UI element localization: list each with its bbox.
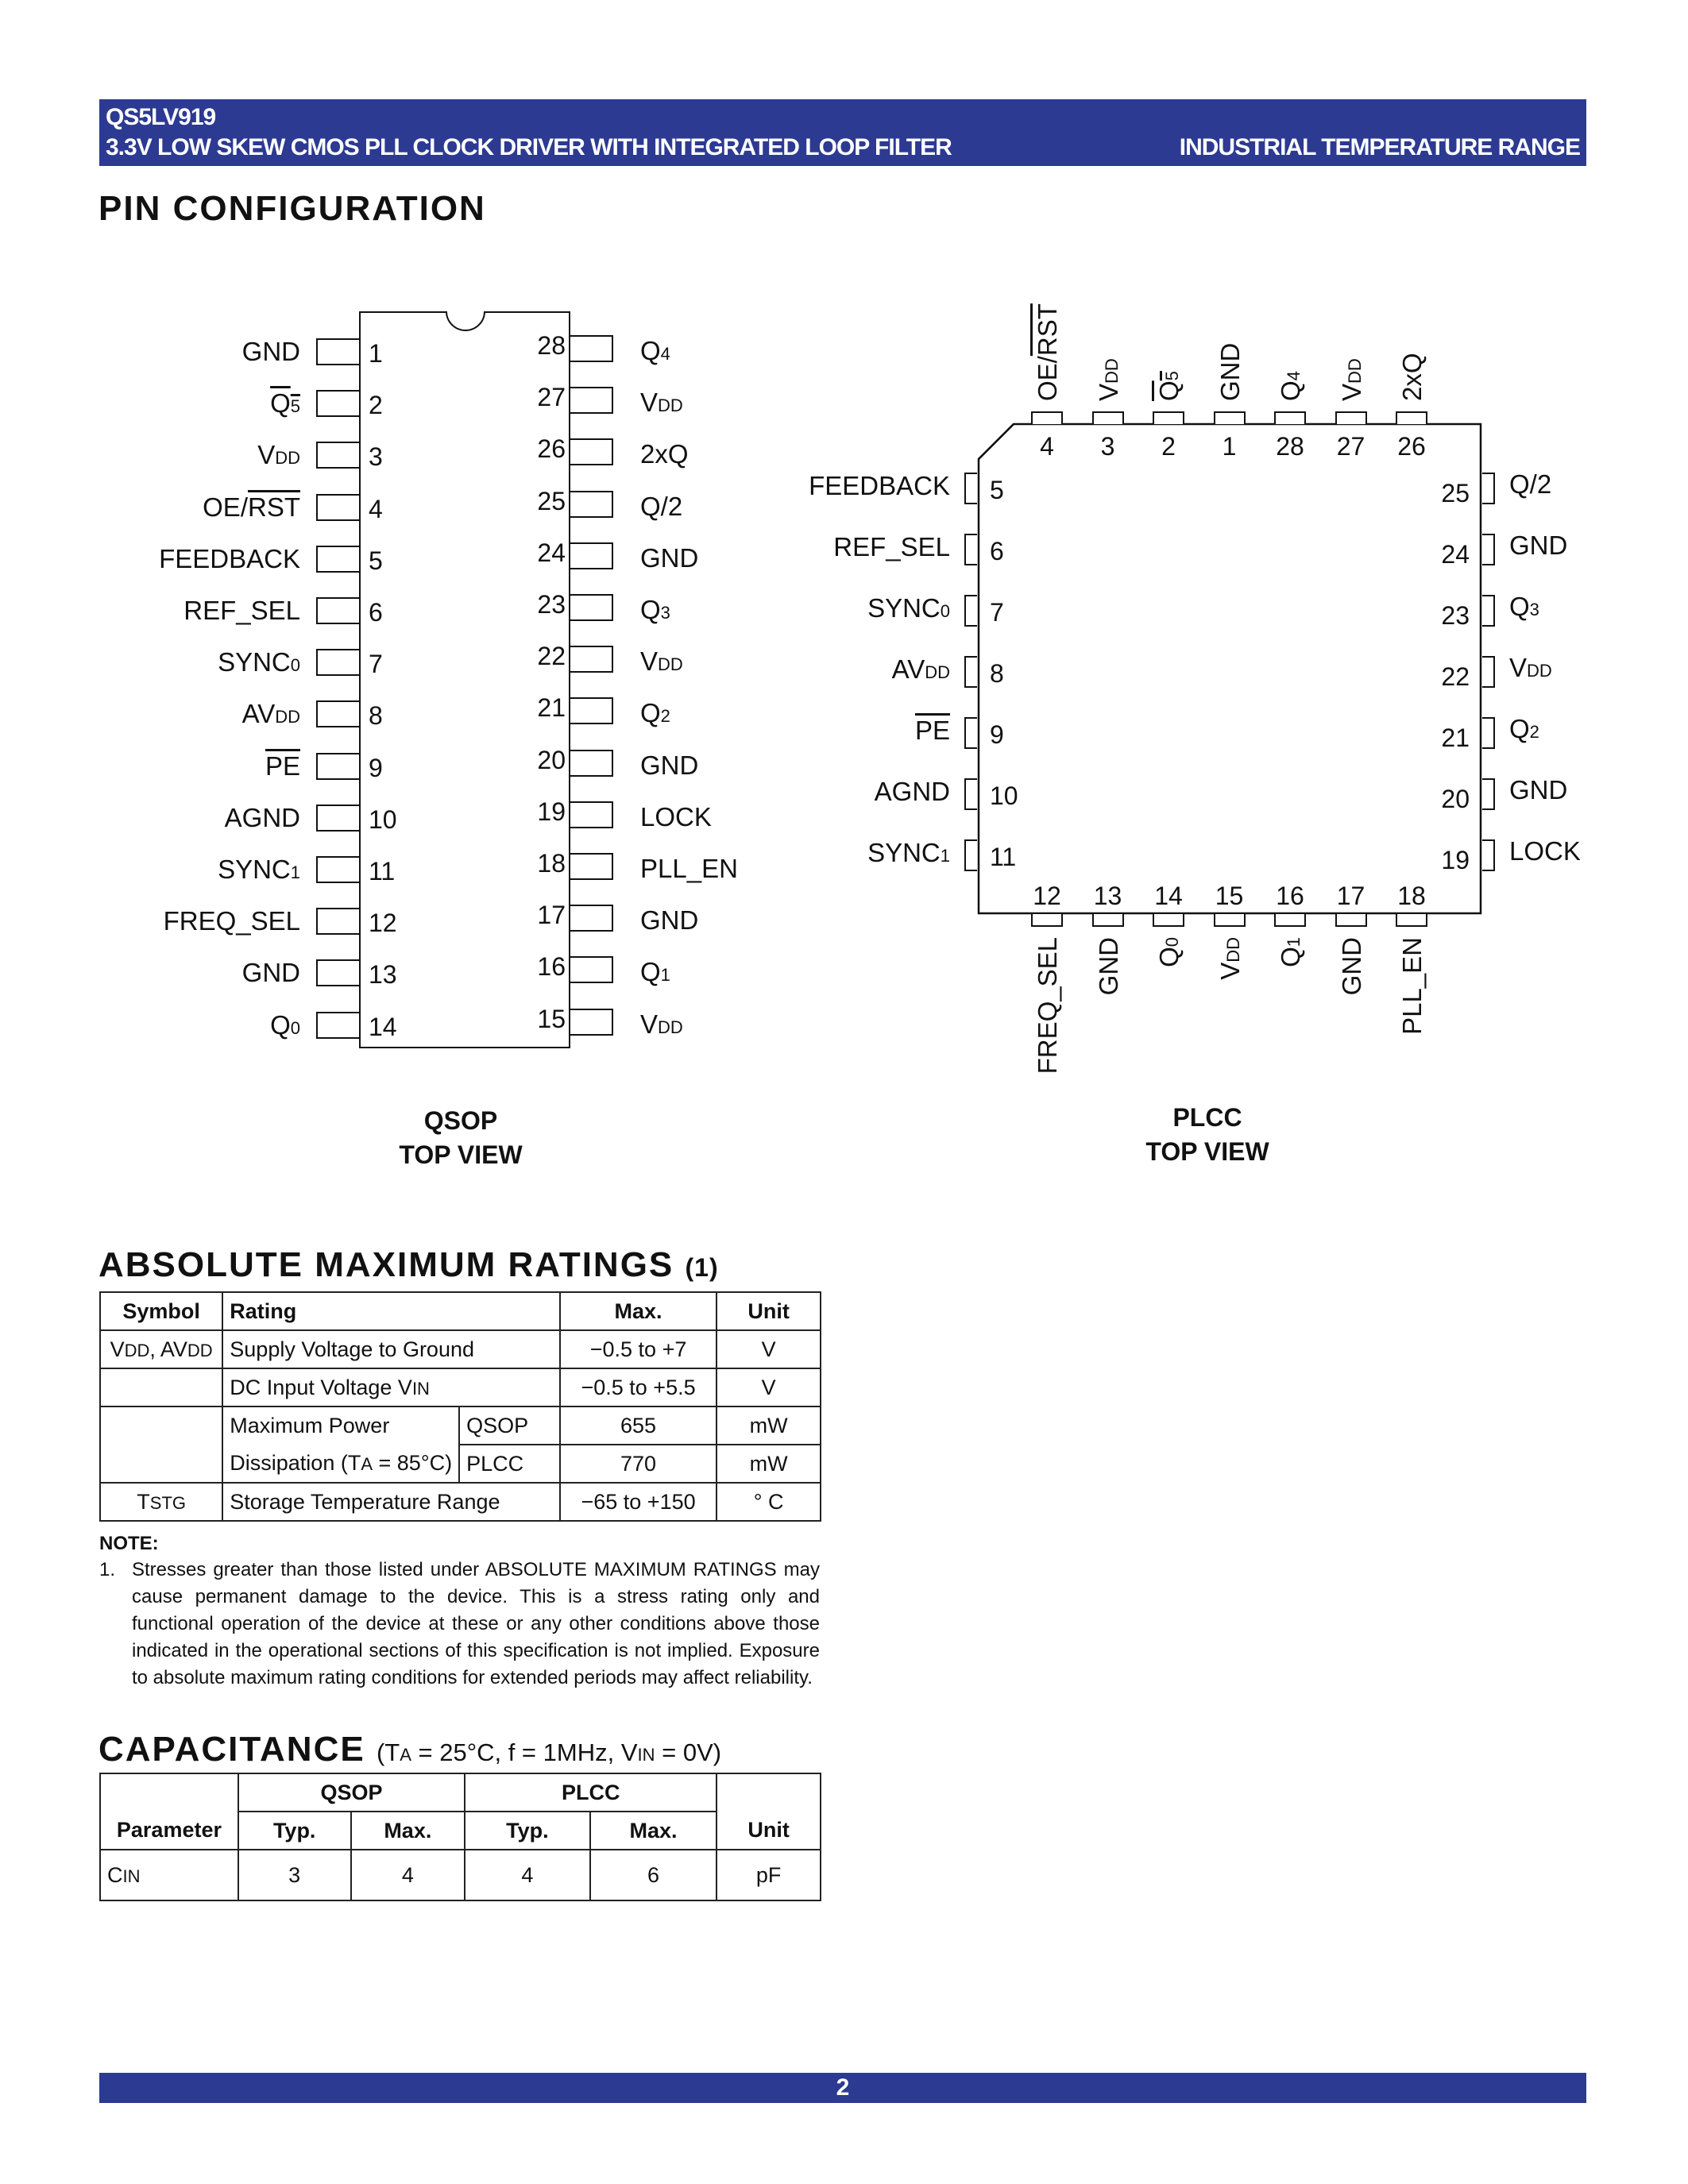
plcc-pin-number: 16 [1276, 882, 1304, 910]
table-row [100, 1483, 821, 1521]
plcc-pin-label: 2xQ [1397, 353, 1427, 401]
plcc-pin-label: LOCK [1509, 836, 1581, 866]
qsop-pin-lead [316, 442, 359, 469]
plcc-pin-label: PLL_EN [1397, 937, 1427, 1035]
plcc-pin-lead [1031, 914, 1063, 927]
col-rating: Rating [222, 1292, 560, 1330]
plcc-pin-lead [964, 534, 977, 565]
qsop-pin-number: 4 [369, 494, 383, 523]
col-qsop-typ: Typ. [238, 1812, 351, 1850]
cell-unit: V [717, 1368, 821, 1406]
qsop-pin-label: REF_SEL [183, 596, 300, 625]
qsop-pin-number: 14 [369, 1012, 397, 1041]
table-row [100, 1368, 821, 1406]
qsop-pin-lead [316, 546, 359, 573]
col-qsop-max: Max. [351, 1812, 465, 1850]
qsop-pin-lead [570, 956, 613, 983]
qsop-pin-label: GND [640, 750, 699, 780]
note-number: 1. [99, 1559, 116, 1580]
plcc-pin-lead [1335, 914, 1367, 927]
qsop-pin-lead [570, 335, 613, 362]
header-subtitle: 3.3V LOW SKEW CMOS PLL CLOCK DRIVER WITH INTEGRATED LOOP FILTER [106, 134, 952, 160]
page-number: 2 [836, 2074, 850, 2101]
qsop-pin-number: 23 [537, 590, 566, 619]
plcc-pin-lead [1214, 411, 1246, 424]
plcc-pin-number: 17 [1336, 882, 1365, 910]
plcc-pin-number: 28 [1276, 432, 1304, 461]
plcc-pin-lead [964, 717, 977, 749]
cell-max: 770 [560, 1445, 717, 1483]
cell-unit: V [717, 1330, 821, 1368]
qsop-pin-label: AGND [224, 802, 300, 832]
qsop-pin-lead [316, 338, 359, 365]
plcc-pin-number: 13 [1093, 882, 1122, 910]
header-bar [99, 99, 1586, 166]
qsop-pin-lead [316, 700, 359, 727]
abs-max-table [99, 1291, 821, 1522]
plcc-pin-label: GND [1509, 775, 1568, 805]
col-unit: Unit [717, 1812, 821, 1850]
qsop-pin-lead [570, 853, 613, 880]
table-header-row [100, 1292, 821, 1330]
cell-unit: ° C [717, 1483, 821, 1521]
qsop-pin-number: 10 [369, 805, 397, 834]
table-row [100, 1406, 821, 1445]
plcc-pin-label: GND [1093, 937, 1123, 996]
qsop-pin-label: Q2 [640, 698, 670, 728]
cell-max: 655 [560, 1406, 717, 1445]
qsop-pin-label: VDD [640, 646, 683, 677]
qsop-caption: QSOP TOP VIEW [399, 1106, 523, 1170]
plcc-pin-lead [1031, 411, 1063, 424]
qsop-pin-number: 17 [537, 901, 566, 930]
cell-qsop-max: 4 [351, 1850, 465, 1900]
qsop-pin-label: GND [241, 337, 300, 366]
plcc-pin-number: 6 [990, 537, 1004, 565]
qsop-pin-label: GND [241, 958, 300, 988]
qsop-pin-number: 6 [369, 598, 383, 627]
cell-unit: pF [717, 1850, 821, 1900]
plcc-pin-number: 25 [1441, 479, 1470, 507]
plcc-pin-lead [1274, 411, 1306, 424]
part-number: QS5LV919 [106, 104, 216, 130]
plcc-pin-label: Q5 [1154, 371, 1184, 401]
note-title: NOTE: [99, 1533, 159, 1554]
col-symbol: Symbol [100, 1292, 222, 1330]
cell-blank [100, 1773, 238, 1812]
qsop-pin-number: 7 [369, 650, 383, 679]
qsop-pin-number: 16 [537, 952, 566, 982]
qsop-pin-number: 8 [369, 701, 383, 731]
col-max: Max. [560, 1292, 717, 1330]
plcc-pin-number: 10 [990, 781, 1018, 810]
qsop-pin-lead [570, 750, 613, 777]
plcc-pin-label: Q0 [1154, 937, 1184, 967]
qsop-pin-number: 15 [537, 1004, 566, 1033]
plcc-pin-number: 24 [1441, 540, 1470, 569]
qsop-pin-number: 18 [537, 849, 566, 878]
qsop-pin-lead [570, 387, 613, 414]
cell-package: PLCC [459, 1445, 560, 1483]
plcc-pin-lead [964, 839, 977, 871]
qsop-pin-lead [316, 908, 359, 935]
qsop-pin-label: Q/2 [640, 491, 683, 521]
qsop-pin-lead [316, 856, 359, 883]
cell-symbol [100, 1406, 222, 1483]
qsop-pin-number: 19 [537, 797, 566, 826]
qsop-pin-number: 21 [537, 693, 566, 723]
plcc-pin-label: Q2 [1509, 714, 1539, 743]
qsop-pin-lead [570, 697, 613, 724]
capacitance-conditions: (TA = 25°C, f = 1MHz, VIN = 0V) [376, 1738, 722, 1766]
plcc-pin-number: 1 [1222, 432, 1237, 461]
qsop-pin-number: 9 [369, 753, 383, 782]
qsop-pin-lead [570, 905, 613, 932]
cell-unit: mW [717, 1406, 821, 1445]
plcc-pin-number: 3 [1100, 432, 1115, 461]
qsop-pin-label: Q4 [640, 336, 670, 365]
qsop-pin-label: VDD [640, 1009, 683, 1039]
plcc-pin-lead [964, 656, 977, 688]
plcc-pin-number: 27 [1336, 432, 1365, 461]
qsop-pin-number: 22 [537, 642, 566, 671]
qsop-pin-lead [316, 1012, 359, 1039]
col-plcc-typ: Typ. [465, 1812, 590, 1850]
qsop-pin-lead [570, 801, 613, 828]
plcc-pin-label: Q4 [1276, 371, 1305, 401]
qsop-pin-lead [316, 494, 359, 521]
cell-rating: DC Input Voltage VIN [222, 1368, 560, 1406]
table-row [100, 1330, 821, 1368]
plcc-pin-number: 21 [1441, 723, 1470, 752]
plcc-pin-lead [1092, 914, 1124, 927]
qsop-pin-lead [570, 542, 613, 569]
cell-rating: Supply Voltage to Ground [222, 1330, 560, 1368]
cell-plcc-max: 6 [590, 1850, 717, 1900]
plcc-pin-label: Q3 [1509, 592, 1539, 621]
plcc-pin-label: FEEDBACK [809, 471, 950, 500]
plcc-pin-number: 9 [990, 720, 1004, 749]
qsop-pin-lead [316, 959, 359, 986]
qsop-pin-label: AVDD [241, 699, 300, 729]
cell-symbol: VDD, AVDD [100, 1330, 222, 1368]
qsop-notch [445, 310, 486, 334]
plcc-pin-number: 20 [1441, 785, 1470, 813]
plcc-pin-lead [1482, 717, 1495, 749]
cell-symbol [100, 1368, 222, 1406]
qsop-pin-label: VDD [257, 440, 300, 470]
qsop-pin-number: 28 [537, 331, 566, 360]
qsop-pin-label: Q0 [270, 1009, 300, 1040]
plcc-pin-number: 4 [1040, 432, 1054, 461]
plcc-pin-lead [1153, 411, 1184, 424]
col-qsop: QSOP [238, 1773, 465, 1812]
qsop-pin-number: 27 [537, 383, 566, 412]
qsop-pin-label: 2xQ [640, 439, 689, 469]
plcc-pin-number: 15 [1215, 882, 1244, 910]
plcc-pin-lead [1482, 656, 1495, 688]
plcc-pin-lead [964, 778, 977, 810]
plcc-pin-number: 7 [990, 598, 1004, 627]
table-header-row [100, 1812, 821, 1850]
qsop-pin-label: LOCK [640, 801, 712, 832]
plcc-pin-number: 11 [990, 843, 1017, 871]
qsop-pin-label: GND [640, 905, 699, 936]
plcc-pin-number: 18 [1397, 882, 1426, 910]
qsop-pin-label: $\overline{PE}$ [265, 751, 300, 781]
plcc-pin-label: VDD [1215, 937, 1245, 980]
capacitance-title: CAPACITANCE (TA = 25°C, f = 1MHz, VIN = 0V) [98, 1730, 722, 1769]
qsop-pin-label: PLL_EN [640, 854, 738, 883]
cell-symbol: TSTG [100, 1483, 222, 1521]
qsop-pin-label: $OE/\overline{RST}$ [203, 492, 300, 522]
plcc-pin-lead [1396, 914, 1427, 927]
plcc-pin-lead [1335, 411, 1367, 424]
plcc-pin-label: Q/2 [1509, 469, 1552, 499]
qsop-pin-number: 3 [369, 442, 383, 472]
plcc-pin-lead [1274, 914, 1306, 927]
qsop-pin-number: 26 [537, 434, 566, 464]
col-plcc: PLCC [465, 1773, 717, 1812]
cell-rating: Maximum Power [222, 1406, 459, 1445]
table-header-row [100, 1773, 821, 1812]
plcc-pin-number: 8 [990, 659, 1004, 688]
qsop-pin-lead [570, 646, 613, 673]
plcc-caption: PLCC TOP VIEW [1145, 1103, 1269, 1167]
plcc-pin-lead [1153, 914, 1184, 927]
plcc-pin-label: AVDD [891, 654, 950, 684]
qsop-pin-lead [316, 649, 359, 676]
col-parameter: Parameter [100, 1812, 238, 1850]
qsop-pin-label: GND [640, 542, 699, 573]
qsop-pin-number: 25 [537, 486, 566, 515]
qsop-pin-lead [570, 491, 613, 518]
plcc-pin-lead [1482, 595, 1495, 627]
plcc-pin-lead [1482, 778, 1495, 810]
plcc-pin-number: 26 [1397, 432, 1426, 461]
plcc-pin-lead [1482, 839, 1495, 871]
cell-max: −0.5 to +5.5 [560, 1368, 717, 1406]
capacitance-table [99, 1773, 821, 1901]
plcc-pin-lead [1482, 473, 1495, 504]
plcc-pin-label: $OE/\overline{RST}$ [1033, 303, 1062, 401]
qsop-pin-lead [316, 597, 359, 624]
cell-unit: mW [717, 1445, 821, 1483]
qsop-package-body [359, 311, 570, 1048]
cell-param: CIN [100, 1850, 238, 1900]
footer-bar [99, 2073, 1586, 2103]
qsop-pin-lead [570, 594, 613, 621]
cell-qsop-typ: 3 [238, 1850, 351, 1900]
qsop-pin-lead [316, 805, 359, 832]
plcc-pin-lead [1396, 411, 1427, 424]
plcc-pin-label: AGND [874, 777, 950, 806]
col-plcc-max: Max. [590, 1812, 717, 1850]
qsop-pin-label: Q5 [270, 388, 300, 419]
qsop-pin-label: Q3 [640, 595, 670, 624]
plcc-pin-label: GND [1509, 531, 1568, 560]
qsop-pin-number: 13 [369, 960, 397, 990]
plcc-pin-label: FREQ_SEL [1033, 937, 1062, 1075]
plcc-pin-label: VDD [1336, 358, 1366, 401]
qsop-pin-label: SYNC0 [218, 647, 300, 677]
plcc-pin-number: 23 [1441, 601, 1470, 630]
qsop-pin-label: Q1 [640, 957, 670, 987]
cell-rating: Storage Temperature Range [222, 1483, 560, 1521]
qsop-pin-lead [570, 1009, 613, 1036]
plcc-pin-lead [1214, 914, 1246, 927]
qsop-pin-lead [316, 390, 359, 417]
plcc-pin-number: 22 [1441, 662, 1470, 691]
cell-max: −0.5 to +7 [560, 1330, 717, 1368]
plcc-pin-label: VDD [1509, 653, 1552, 682]
cell-package: QSOP [459, 1406, 560, 1445]
plcc-pin-label: GND [1336, 937, 1366, 996]
abs-max-title: ABSOLUTE MAXIMUM RATINGS (1) [98, 1245, 719, 1284]
qsop-pin-label: FEEDBACK [159, 543, 300, 573]
table-row [100, 1850, 821, 1900]
qsop-pin-number: 12 [369, 909, 397, 938]
cell-blank [717, 1773, 821, 1812]
plcc-pin-label: SYNC1 [867, 838, 950, 867]
note-text: Stresses greater than those listed under ABSOLUTE MAXIMUM RATINGS may cause permanent damage to the device. This is a stress rating only and functional operation of the device at these or any other conditions above those indicated in the operational sections of this specification is not implied. Exposure to absolute maximum rating conditions for extended periods may affect reliability. [132, 1559, 820, 1688]
qsop-pin-number: 5 [369, 546, 383, 575]
plcc-pin-number: 19 [1441, 846, 1470, 874]
qsop-pin-number: 11 [369, 857, 396, 886]
qsop-pin-label: VDD [640, 388, 683, 418]
qsop-pin-label: FREQ_SEL [163, 906, 300, 936]
qsop-pin-number: 2 [369, 391, 383, 420]
plcc-pin-label: SYNC0 [867, 593, 950, 623]
qsop-pin-label: SYNC1 [218, 855, 300, 884]
cell-rating: Dissipation (TA = 85°C) [222, 1445, 459, 1483]
plcc-pin-lead [964, 473, 977, 504]
cell-plcc-typ: 4 [465, 1850, 590, 1900]
qsop-pin-lead [316, 753, 359, 780]
plcc-pin-label: GND [1215, 342, 1245, 401]
plcc-pin-number: 12 [1033, 882, 1061, 910]
qsop-pin-lead [570, 438, 613, 465]
qsop-pin-number: 20 [537, 745, 566, 774]
plcc-pin-lead [1092, 411, 1124, 424]
plcc-pin-label: REF_SEL [833, 532, 950, 561]
cell-max: −65 to +150 [560, 1483, 717, 1521]
col-unit: Unit [717, 1292, 821, 1330]
plcc-pin-number: 2 [1161, 432, 1176, 461]
plcc-pin-label: VDD [1093, 358, 1123, 401]
qsop-pin-number: 1 [369, 339, 383, 368]
plcc-pin-number: 5 [990, 476, 1004, 504]
qsop-pin-number: 24 [537, 538, 566, 567]
plcc-package-body [977, 423, 1482, 915]
plcc-pin-label: Q1 [1276, 937, 1305, 967]
plcc-pin-label: $\overline{PE}$ [914, 716, 950, 745]
plcc-pin-lead [964, 595, 977, 627]
header-range: INDUSTRIAL TEMPERATURE RANGE [1179, 134, 1580, 160]
plcc-pin-lead [1482, 534, 1495, 565]
pin-config-title: PIN CONFIGURATION [98, 189, 486, 228]
plcc-pin-number: 14 [1154, 882, 1183, 910]
